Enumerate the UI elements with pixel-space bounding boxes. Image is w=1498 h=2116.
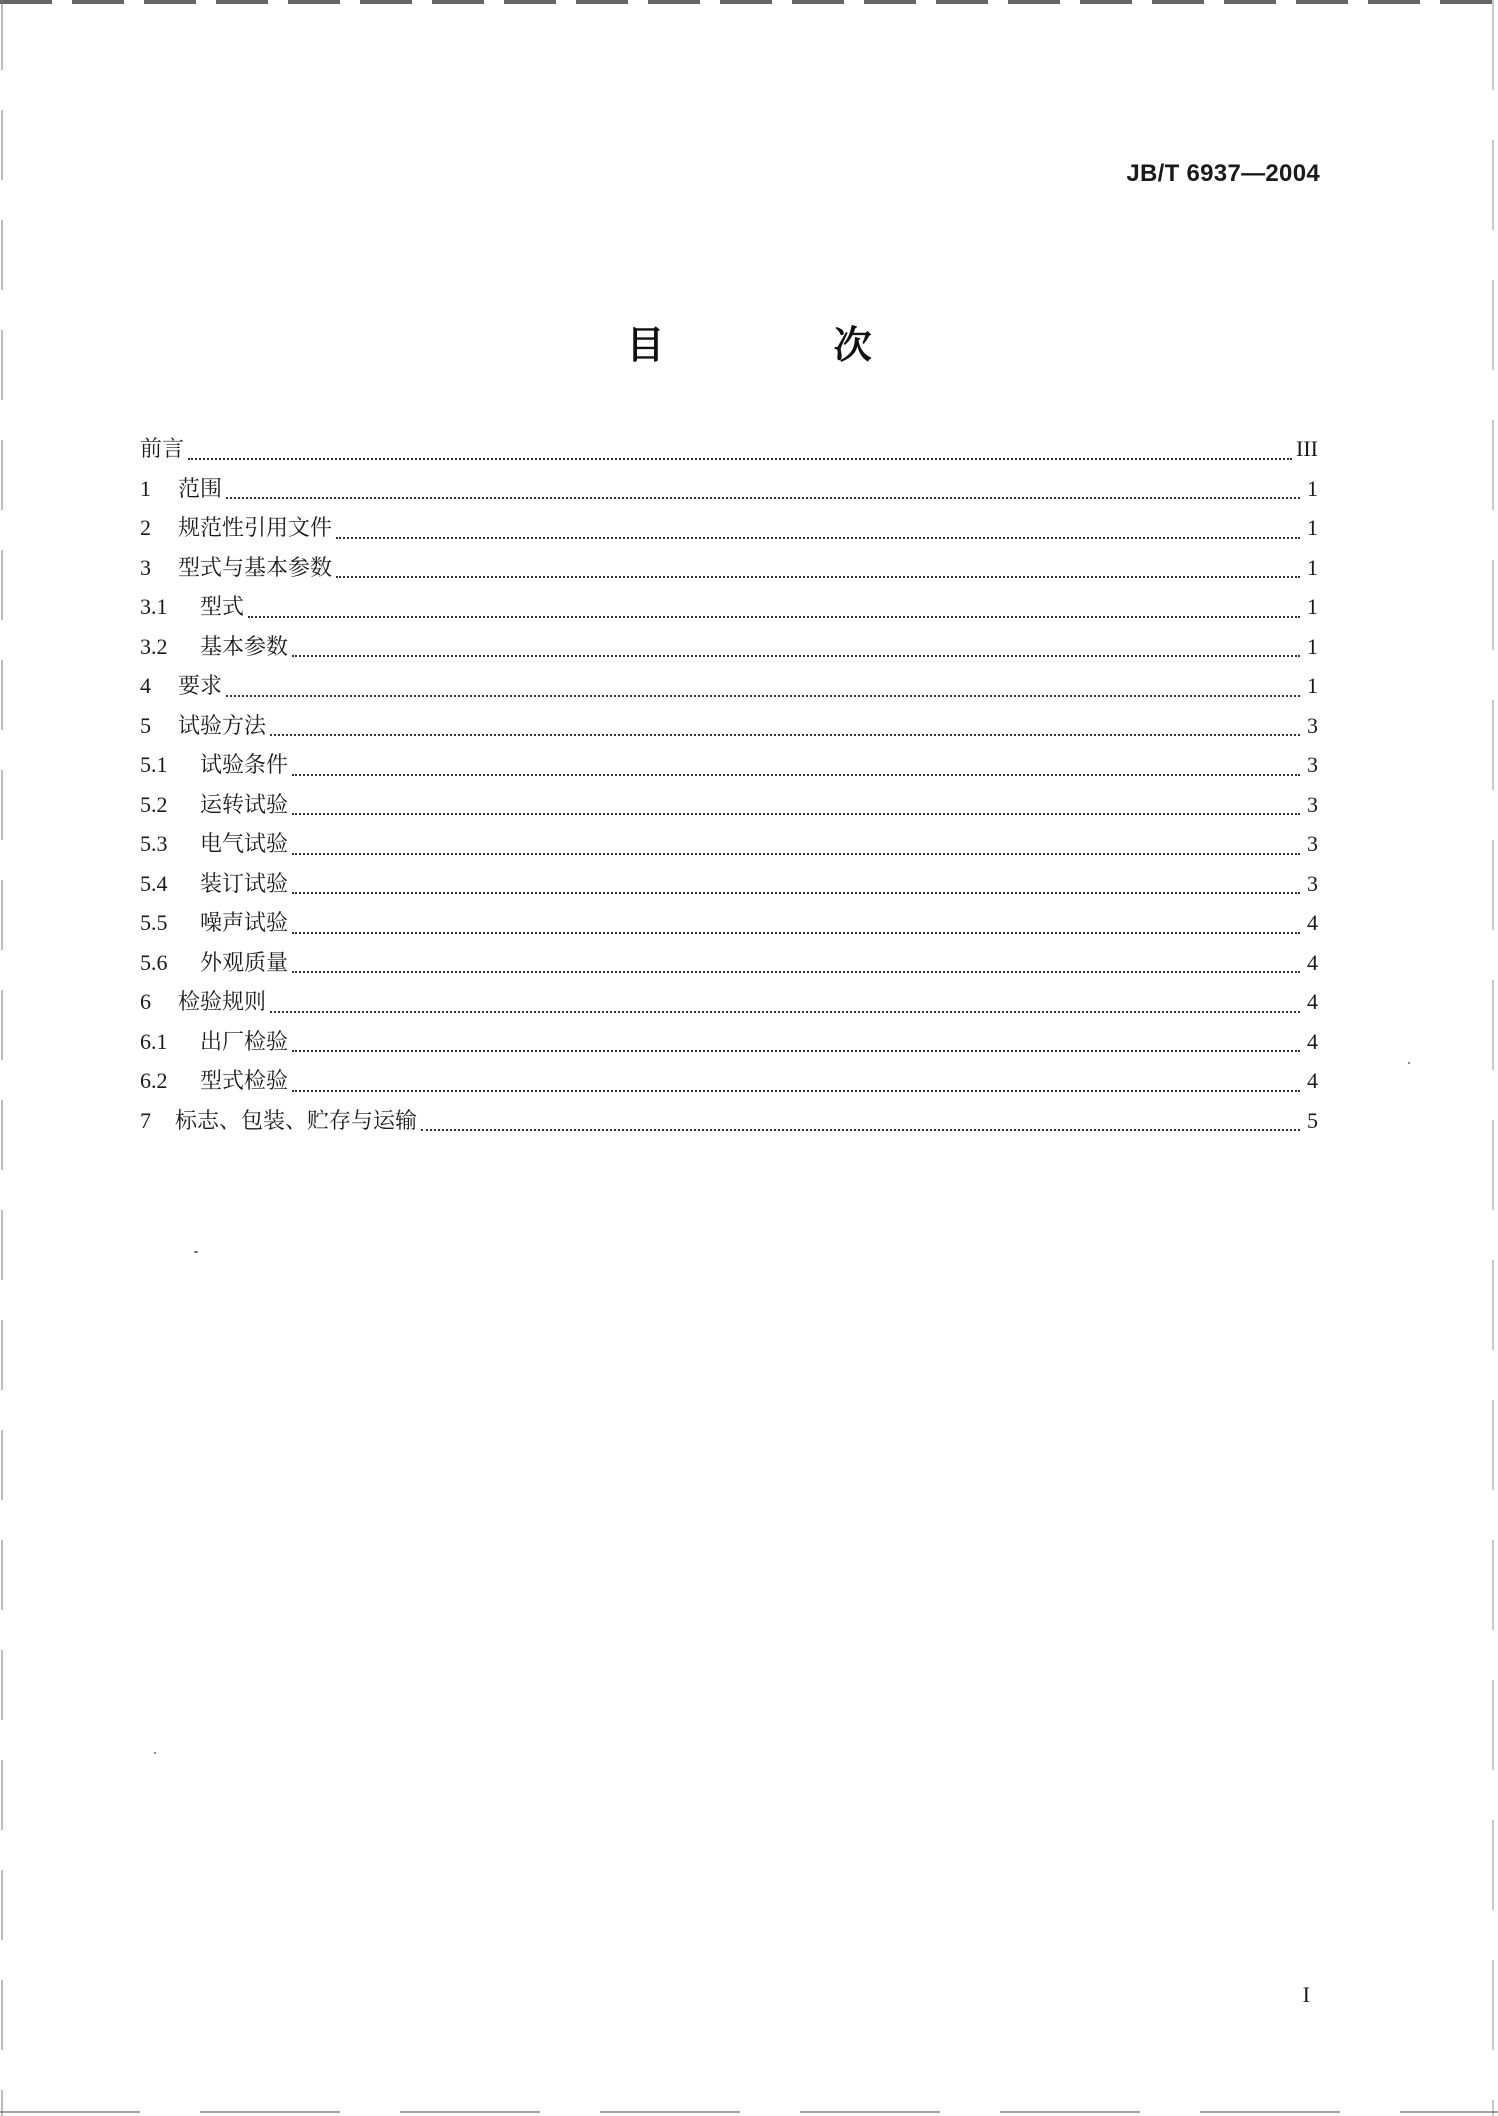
toc-leader-dots [292, 891, 1300, 894]
toc-entry-number: 3.2 [140, 633, 168, 659]
toc-entry-title: 基本参数 [200, 634, 289, 660]
toc-leader-dots [292, 1049, 1300, 1052]
toc-entry-number: 5.1 [140, 752, 168, 777]
toc-entry[interactable] [140, 587, 1318, 627]
toc-entry[interactable] [140, 429, 1318, 469]
toc-entry[interactable] [140, 548, 1318, 588]
toc-entry-page: 4 [1307, 949, 1318, 975]
toc-entry[interactable] [140, 508, 1318, 548]
toc-entry-page: 3 [1307, 712, 1318, 738]
toc-leader-dots [292, 1089, 1300, 1092]
toc-entry-number: 6.2 [140, 1068, 168, 1093]
toc-entry[interactable] [140, 469, 1318, 509]
toc-leader-dots [336, 575, 1300, 578]
toc-entry[interactable] [140, 666, 1318, 706]
toc-leader-dots [292, 654, 1300, 657]
toc-entry-page: 5 [1307, 1107, 1318, 1133]
toc-entry[interactable] [140, 943, 1318, 983]
toc-entry[interactable] [140, 627, 1318, 667]
toc-entry-title: 型式与基本参数 [178, 555, 333, 581]
scan-speck [1408, 1062, 1410, 1064]
toc-leader-dots [292, 931, 1300, 934]
toc-entry-number: 5.3 [140, 831, 168, 856]
toc-entry-number: 6.1 [140, 1028, 168, 1054]
toc-entry-title: 范围 [178, 476, 223, 502]
toc-entry[interactable] [140, 745, 1318, 785]
toc-entry-number: 4 [140, 673, 151, 698]
toc-leader-dots [226, 496, 1300, 499]
toc-entry-number: 3.1 [140, 594, 168, 619]
toc-entry-title: 试验方法 [178, 713, 267, 739]
toc-leader-dots [292, 812, 1300, 815]
toc-entry[interactable] [140, 982, 1318, 1022]
document-code: JB/T 6937—2004 [1126, 160, 1320, 187]
toc-entry[interactable] [140, 903, 1318, 943]
scan-border-top [0, 0, 1498, 4]
toc-leader-dots [270, 733, 1300, 736]
toc-entry-page: 1 [1307, 594, 1318, 619]
toc-leader-dots [292, 970, 1300, 973]
toc-entry-number: 7 [140, 1107, 151, 1133]
toc-entry-title: 噪声试验 [200, 911, 289, 936]
toc-entry-title: 规范性引用文件 [178, 516, 333, 541]
toc-entry-title: 外观质量 [200, 950, 289, 976]
toc-leader-dots [421, 1128, 1300, 1131]
toc-entry-page: 3 [1307, 831, 1318, 856]
toc-leader-dots [226, 694, 1300, 697]
toc-entry[interactable] [140, 1101, 1318, 1141]
toc-entry-page: 3 [1307, 791, 1318, 817]
toc-entry-title: 检验规则 [178, 990, 267, 1015]
toc-entry[interactable] [140, 1061, 1318, 1101]
toc-leader-dots [188, 457, 1292, 460]
toc-entry-page: 3 [1307, 752, 1318, 777]
toc-title: 目 次 [626, 323, 950, 367]
toc-entry-page: 1 [1307, 554, 1318, 580]
toc-entry-page: 4 [1307, 989, 1318, 1014]
table-of-contents [140, 429, 1318, 1140]
toc-entry-number: 5.2 [140, 791, 168, 817]
toc-entry-title: 运转试验 [200, 792, 289, 818]
toc-entry-page: 1 [1307, 515, 1318, 540]
toc-entry-number: 5.6 [140, 949, 168, 975]
toc-entry-number: 1 [140, 475, 151, 501]
toc-entry-page: 1 [1307, 633, 1318, 659]
toc-entry-page: 4 [1307, 910, 1318, 935]
toc-entry-number: 6 [140, 989, 151, 1014]
toc-leader-dots [270, 1010, 1300, 1013]
page-number: I [1302, 1982, 1310, 2007]
toc-entry-number: 5.4 [140, 870, 168, 896]
scan-border-bottom [0, 2111, 1498, 2113]
toc-entry-title: 试验条件 [200, 753, 289, 778]
scan-speck [154, 1752, 156, 1754]
toc-entry[interactable] [140, 864, 1318, 904]
scan-speck [194, 1251, 198, 1253]
toc-leader-dots [336, 536, 1300, 539]
toc-entry-page: 4 [1307, 1028, 1318, 1054]
toc-entry-title: 型式 [200, 595, 245, 620]
toc-entry-title: 出厂检验 [200, 1029, 289, 1055]
toc-entry-page: 1 [1307, 475, 1318, 501]
toc-entry-number: 2 [140, 515, 151, 540]
toc-entry[interactable] [140, 824, 1318, 864]
toc-entry-page: 4 [1307, 1068, 1318, 1093]
toc-entry-title: 标志、包装、贮存与运输 [175, 1108, 418, 1134]
toc-entry-title: 电气试验 [200, 832, 289, 857]
toc-entry-title: 要求 [178, 674, 223, 699]
toc-entry-title: 前言 [140, 437, 185, 462]
toc-entry[interactable] [140, 785, 1318, 825]
toc-entry-page: III [1296, 436, 1318, 461]
toc-leader-dots [292, 773, 1300, 776]
toc-entry-number: 3 [140, 554, 151, 580]
toc-entry[interactable] [140, 1022, 1318, 1062]
toc-entry-page: 3 [1307, 870, 1318, 896]
toc-entry-title: 装订试验 [200, 871, 289, 897]
toc-leader-dots [248, 615, 1300, 618]
toc-entry-number: 5.5 [140, 910, 168, 935]
toc-entry[interactable] [140, 706, 1318, 746]
toc-entry-title: 型式检验 [200, 1069, 289, 1094]
toc-entry-page: 1 [1307, 673, 1318, 698]
toc-entry-number: 5 [140, 712, 151, 738]
toc-leader-dots [292, 852, 1300, 855]
